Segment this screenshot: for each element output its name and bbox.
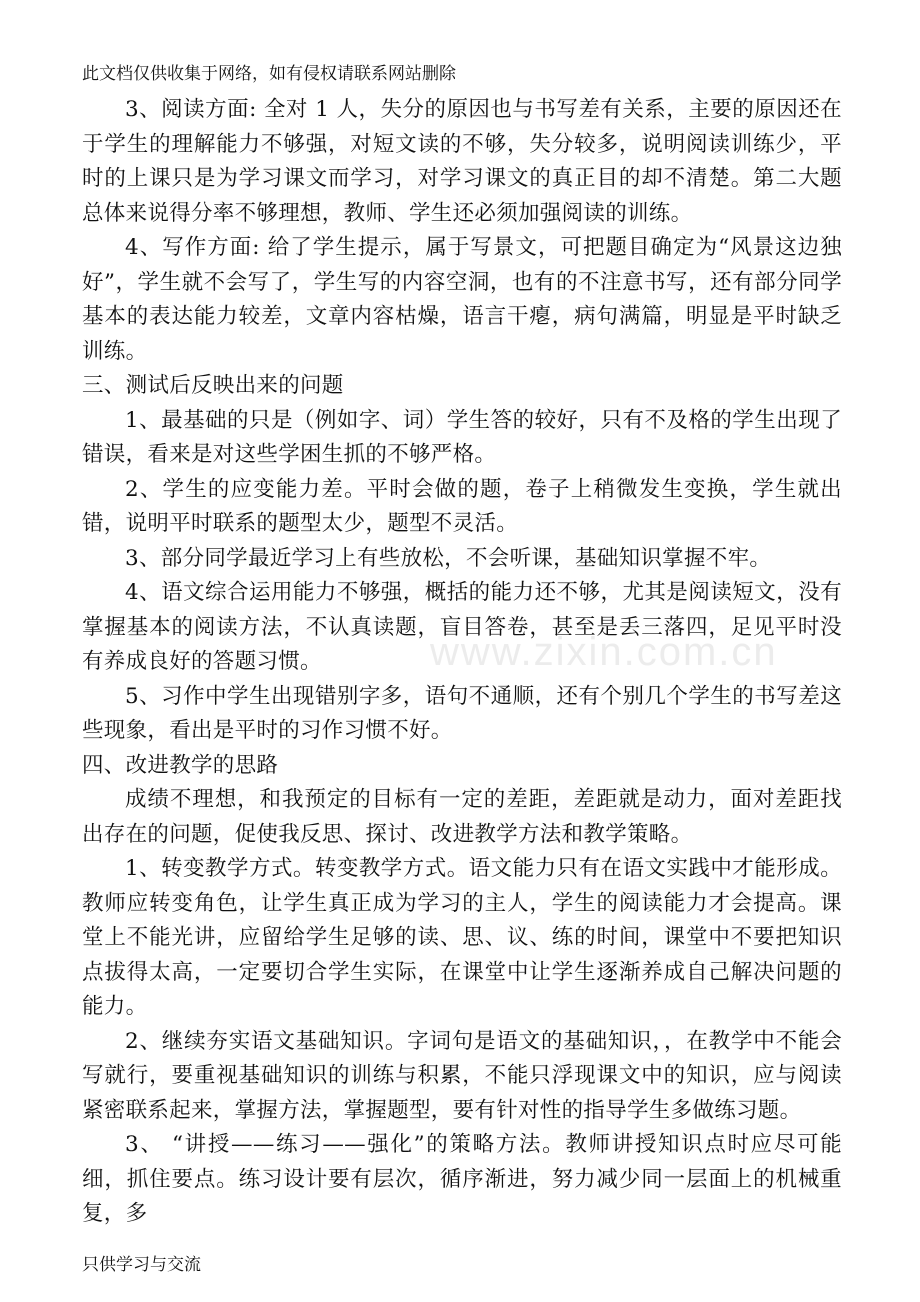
paragraph-problem-2: 2、学生的应变能力差。平时会做的题，卷子上稍微发生变换，学生就出错，说明平时联系的题型太少，题型不灵活。	[82, 476, 842, 536]
paragraph-improvement-3: 3、 “讲授——练习——强化”的策略方法。教师讲授知识点时应尽可能细，抓住要点。练习设计要有层次，循序渐进，努力减少同一层面上的机械重复，多	[82, 1132, 842, 1226]
watermark: www.zixin.com.cn	[430, 630, 778, 674]
paragraph-improvement-1: 1、转变教学方式。转变教学方式。语文能力只有在语文实践中才能形成。教师应转变角色，让学生真正成为学习的主人，学生的阅读能力才会提高。课堂上不能光讲，应留给学生足够的读、思、议、练的时间，课堂中不要把知识点拔得太高，一定要切合学生实际，在课堂中让学生逐渐养成自己解决问题的能力。	[82, 856, 842, 1019]
section-heading-improvement: 四、改进教学的思路	[82, 752, 279, 778]
section-heading-problems: 三、测试后反映出来的问题	[82, 373, 344, 398]
paragraph-problem-1: 1、最基础的只是（例如字、词）学生答的较好，只有不及格的学生出现了错误，看来是对这些学困生抓的不够严格。	[82, 407, 842, 467]
paragraph-problem-5: 5、习作中学生出现错别字多，语句不通顺，还有个别几个学生的书写差这些现象，看出是平时的习作习惯不好。	[82, 683, 842, 743]
paragraph-improvement-intro: 成绩不理想，和我预定的目标有一定的差距，差距就是动力，面对差距找出存在的问题，促使我反思、探讨、改进教学方法和教学策略。	[82, 787, 842, 847]
document-body	[82, 93, 842, 1232]
paragraph-problem-3: 3、部分同学最近学习上有些放松，不会听课，基础知识掌握不牢。	[125, 545, 772, 571]
page-header: 此文档仅供收集于网络，如有侵权请联系网站删除	[82, 64, 456, 84]
paragraph-reading: 3、阅读方面: 全对 1 人，失分的原因也与书写差有关系，主要的原因还在于学生的理解能力不够强，对短文读的不够，失分较多，说明阅读训练少，平时的上课只是为学习课文而学习，对学习课文的真正目的却不清楚。第二大题总体来说得分率不够理想，教师、学生还必须加强阅读的训练。	[82, 97, 842, 226]
page-footer: 只供学习与交流	[82, 1255, 201, 1275]
paragraph-problem-4: 4、语文综合运用能力不够强，概括的能力还不够，尤其是阅读短文，没有掌握基本的阅读方法，不认真读题，盲目答卷，甚至是丢三落四，足见平时没有养成良好的答题习惯。	[82, 580, 842, 674]
paragraph-improvement-2: 2、继续夯实语文基础知识。字词句是语文的基础知识，，在教学中不能会写就行，要重视基础知识的训练与积累，不能只浮现课文中的知识，应与阅读紧密联系起来，掌握方法，掌握题型，要有针对性的指导学生多做练习题。	[82, 1028, 842, 1123]
paragraph-writing: 4、写作方面: 给了学生提示，属于写景文，可把题目确定为“风景这边独好”，学生就不会写了，学生写的内容空洞，也有的不注意书写，还有部分同学基本的表达能力较差，文章内容枯燥，语言干瘪，病句满篇，明显是平时缺乏训练。	[82, 235, 842, 364]
